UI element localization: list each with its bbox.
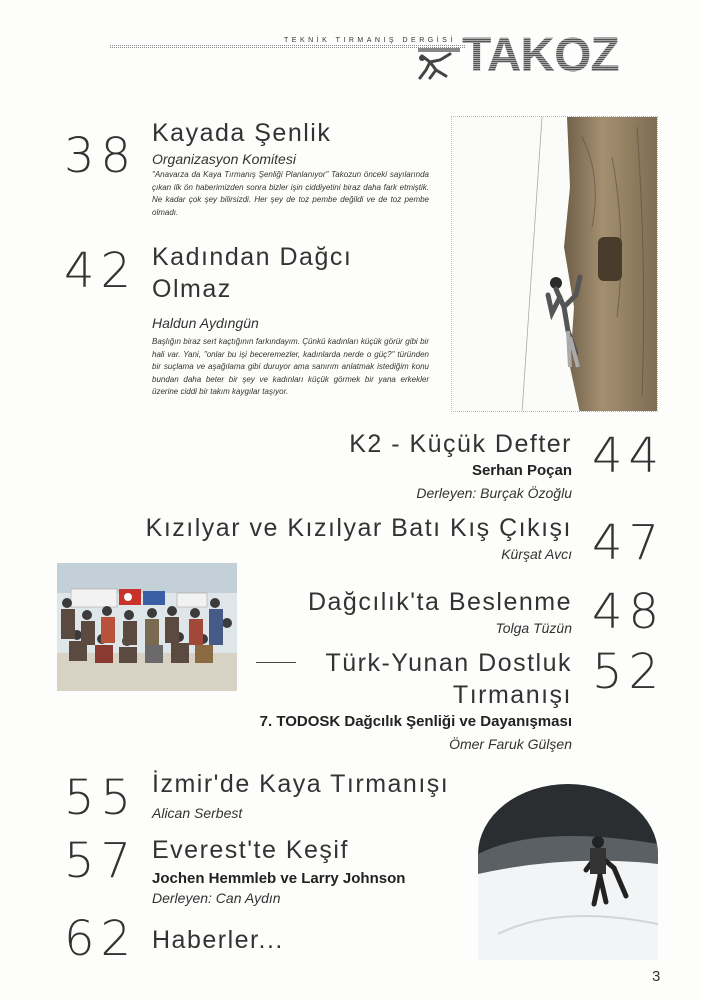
entry-page-number: 55 <box>64 770 138 826</box>
entry-author: Serhan Poçan <box>471 462 572 479</box>
entry-subtitle: 7. TODOSK Dağcılık Şenliği ve Dayanışması <box>259 713 572 730</box>
rock-climber-photo <box>451 116 658 412</box>
entry-author: Ömer Faruk Gülşen <box>449 736 572 752</box>
header-rule <box>110 45 465 48</box>
entry-title: İzmir'de Kaya Tırmanışı <box>152 770 450 798</box>
entry-title-line2: Olmaz <box>152 275 232 303</box>
entry-title: Haberler... <box>152 926 284 954</box>
entry-author: Tolga Tüzün <box>495 620 572 636</box>
entry-description: Başlığın biraz sert kaçtığının farkındayım. Çünkü kadınları küçük görür gibi bir hali var. Yani, "onlar bu işi beceremezler, kadınlarda nerde o güç?" türünden bir suçlama ve aşağılama gibi duruyor ama sanırım anlatmak istediğim konu bundan daha beter bir şey ve kadınları küçük görmek bir yana erkekler üzerine ciddi bir takım kaygılar taşıyor. <box>152 337 429 396</box>
entry-page-number: 47 <box>592 515 666 571</box>
entry-author: Organizasyon Komitesi <box>152 151 296 167</box>
entry-page-number: 48 <box>592 584 666 640</box>
entry-author: Alican Serbest <box>152 805 243 821</box>
entry-title: Everest'te Keşif <box>152 836 349 864</box>
entry-editor: Derleyen: Burçak Özoğlu <box>416 485 572 501</box>
entry-title-line1: Türk-Yunan Dostluk <box>325 649 572 677</box>
title-dash <box>256 662 296 663</box>
entry-author: Haldun Aydıngün <box>152 315 259 331</box>
entry-title: Kayada Şenlik <box>152 119 332 147</box>
entry-page-number: 57 <box>64 833 138 889</box>
entry-page-number: 62 <box>64 911 138 967</box>
magazine-tagline: TEKNİK TIRMANIŞ DERGİSİ <box>284 37 456 44</box>
entry-title: Dağcılık'ta Beslenme <box>307 588 572 616</box>
entry-page-number: 42 <box>64 243 138 299</box>
entry-title-line1: Kadından Dağcı <box>152 243 353 271</box>
group-photo <box>57 563 237 691</box>
entry-title: K2 - Küçük Defter <box>349 430 572 458</box>
entry-title: Kızılyar ve Kızılyar Batı Kış Çıkışı <box>145 514 572 542</box>
entry-author: Jochen Hemmleb ve Larry Johnson <box>152 870 406 887</box>
entry-description: "Anavarza da Kaya Tırmanış Şenliği Planlanıyor" Takozun önceki sayılarında çıkan ilk ön haberimizden sonra bizler işin ciddiyetini biraz daha fark etmiştik. Ne kadar çok şey bilirsizdi. Her şey de toz pembe değildi ve de toz pembe olmadı. <box>152 170 429 217</box>
entry-page-number: 52 <box>592 644 666 700</box>
entry-author: Kürşat Avcı <box>501 546 572 562</box>
entry-page-number: 44 <box>592 428 666 484</box>
entry-page-number: 38 <box>64 128 138 184</box>
entry-title-line2: Tırmanışı <box>452 681 572 709</box>
climber-logo-icon <box>416 52 456 82</box>
page-number: 3 <box>652 968 661 985</box>
entry-editor: Derleyen: Can Aydın <box>152 890 281 906</box>
mountaineer-snow-photo <box>478 784 658 960</box>
magazine-logo: TAKOZ <box>462 34 657 78</box>
